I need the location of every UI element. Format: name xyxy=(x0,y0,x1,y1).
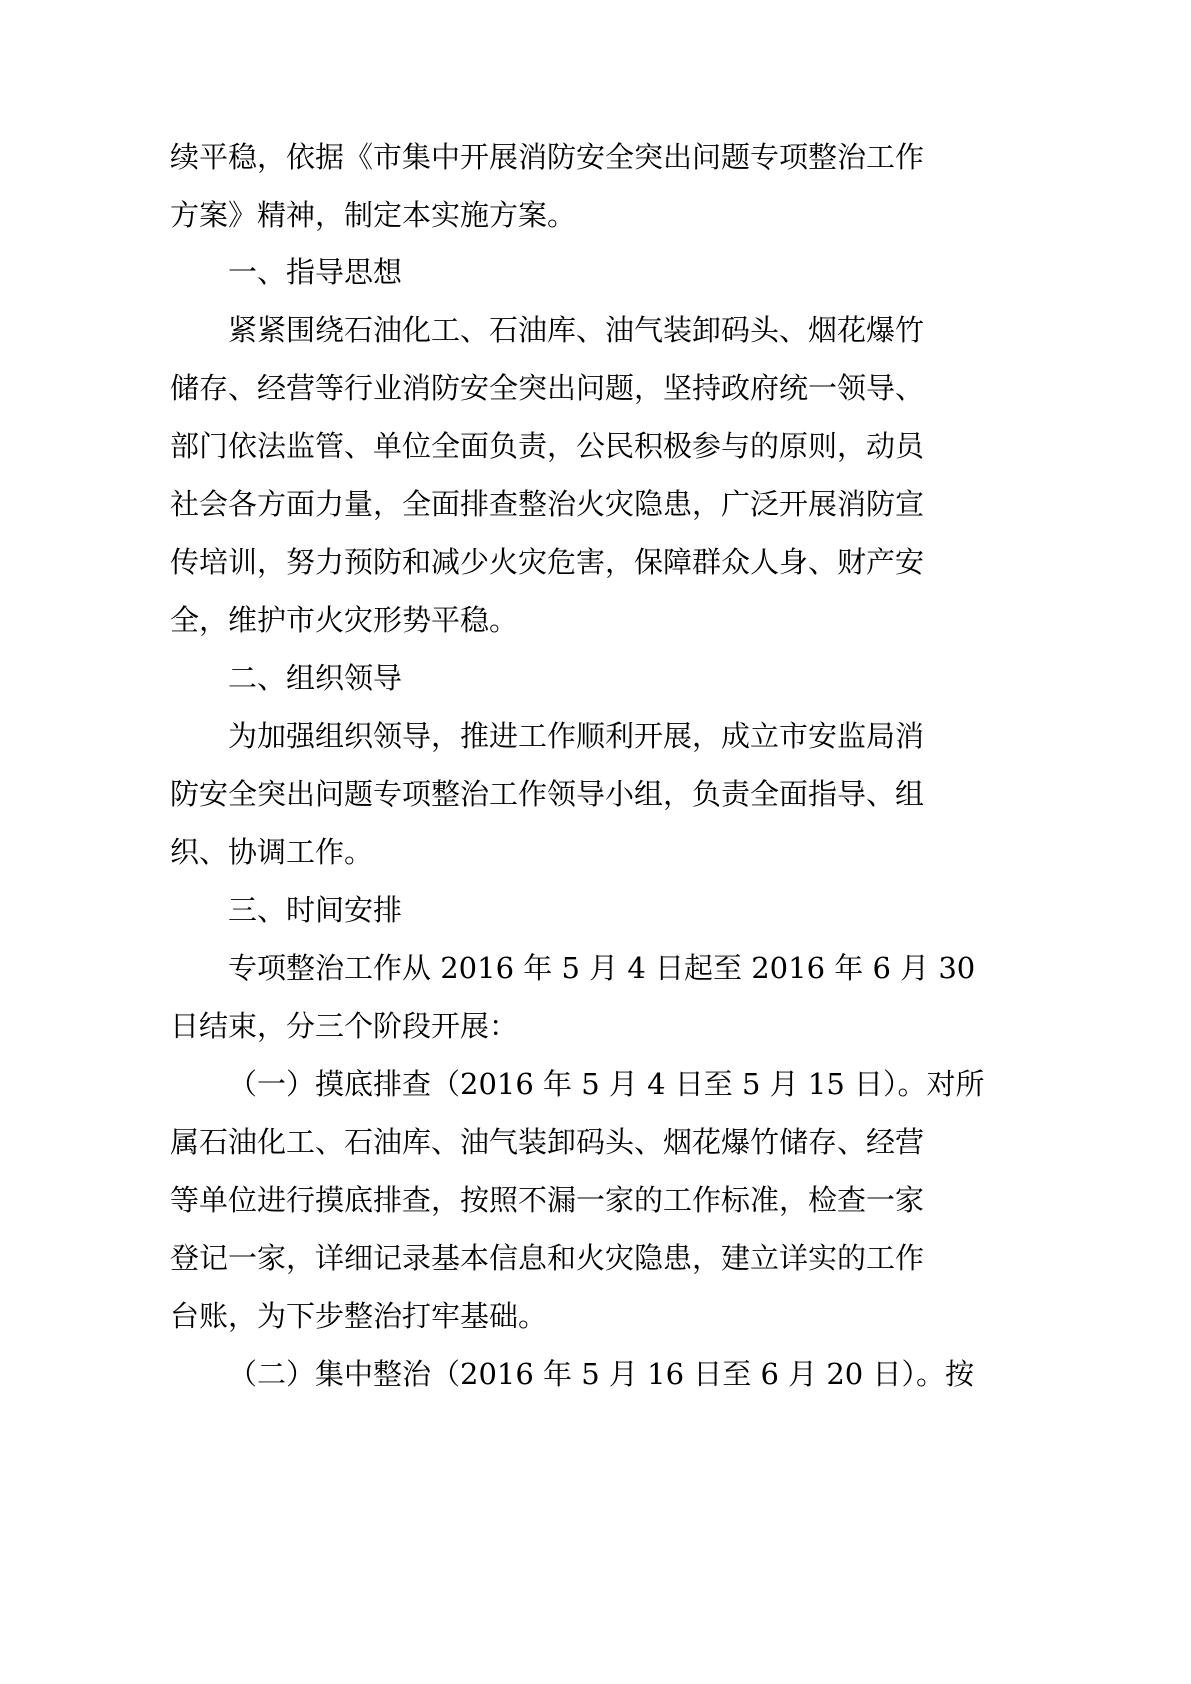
body-line: 属石油化工、石油库、油气装卸码头、烟花爆竹储存、经营 xyxy=(170,1125,925,1159)
section-heading-organization: 二、组织领导 xyxy=(228,661,403,695)
body-line: 日结束，分三个阶段开展： xyxy=(170,1009,519,1043)
body-line: 登记一家，详细记录基本信息和火灾隐患，建立详实的工作 xyxy=(170,1241,925,1275)
body-line: 织、协调工作。 xyxy=(170,835,374,869)
stage-two-line: （二）集中整治（2016 年 5 月 16 日至 6 月 20 日）。按 xyxy=(228,1357,974,1391)
body-line: 等单位进行摸底排查，按照不漏一家的工作标准，检查一家 xyxy=(170,1183,925,1217)
body-line: 储存、经营等行业消防安全突出问题，坚持政府统一领导、 xyxy=(170,371,925,405)
body-line: 为加强组织领导，推进工作顺利开展，成立市安监局消 xyxy=(228,719,925,753)
section-heading-guiding-ideology: 一、指导思想 xyxy=(228,255,403,289)
body-line: 方案》精神，制定本实施方案。 xyxy=(170,198,577,232)
body-line: 台账，为下步整治打牢基础。 xyxy=(170,1299,548,1333)
body-line: 续平稳，依据《市集中开展消防安全突出问题专项整治工作 xyxy=(170,140,925,174)
body-line: 防安全突出问题专项整治工作领导小组，负责全面指导、组 xyxy=(170,777,925,811)
body-line: 紧紧围绕石油化工、石油库、油气装卸码头、烟花爆竹 xyxy=(228,313,925,347)
stage-one-line: （一）摸底排查（2016 年 5 月 4 日至 5 月 15 日）。对所 xyxy=(228,1067,985,1101)
body-line: 部门依法监管、单位全面负责，公民积极参与的原则，动员 xyxy=(170,429,925,463)
section-heading-schedule: 三、时间安排 xyxy=(228,893,403,927)
body-line: 传培训，努力预防和减少火灾危害，保障群众人身、财产安 xyxy=(170,545,925,579)
body-line: 全，维护市火灾形势平稳。 xyxy=(170,603,519,637)
body-line: 社会各方面力量，全面排查整治火灾隐患，广泛开展消防宣 xyxy=(170,487,925,521)
body-line: 专项整治工作从 2016 年 5 月 4 日起至 2016 年 6 月 30 xyxy=(228,951,976,985)
